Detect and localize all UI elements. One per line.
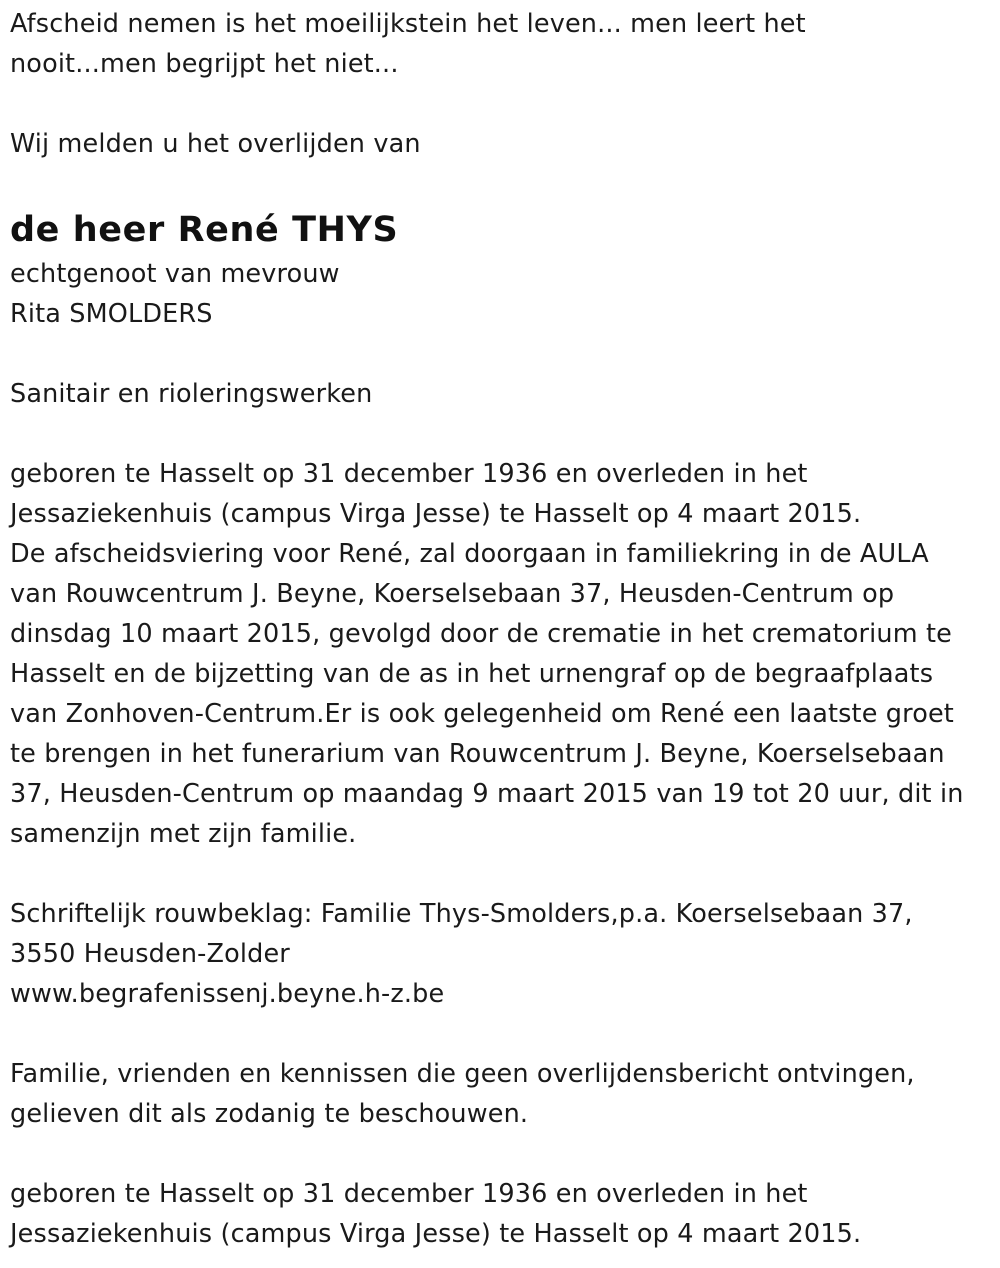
profession-text: Sanitair en rioleringswerken bbox=[10, 379, 373, 409]
website-text: www.begrafenissenj.beyne.h-z.be bbox=[10, 979, 445, 1009]
details-line: geboren te Hasselt op 31 december 1936 en overleden in het bbox=[10, 459, 808, 489]
death-notice bbox=[10, 4, 995, 1254]
details-line: 37, Heusden-Centrum op maandag 9 maart 2015 van 19 tot 20 uur, dit in bbox=[10, 779, 964, 809]
closing-line: Familie, vrienden en kennissen die geen overlijdensbericht ontvingen, bbox=[10, 1059, 915, 1089]
deceased-name: de heer René THYS bbox=[10, 210, 399, 250]
intro-line: nooit...men begrijpt het niet... bbox=[10, 49, 399, 79]
condolence-line: 3550 Heusden-Zolder bbox=[10, 939, 290, 969]
ceremony-details bbox=[10, 454, 995, 854]
details-line: Hasselt en de bijzetting van de as in het urnengraf op de begraafplaats bbox=[10, 659, 934, 689]
condolence-line: Schriftelijk rouwbeklag: Familie Thys-Smolders,p.a. Koerselsebaan 37, bbox=[10, 899, 913, 929]
details-line: van Zonhoven-Centrum.Er is ook gelegenheid om René een laatste groet bbox=[10, 699, 954, 729]
closing-line: gelieven dit als zodanig te beschouwen. bbox=[10, 1099, 529, 1129]
announcement-text: Wij melden u het overlijden van bbox=[10, 129, 421, 159]
intro-text bbox=[10, 4, 995, 84]
spouse-info bbox=[10, 254, 995, 334]
details-line: te brengen in het funerarium van Rouwcentrum J. Beyne, Koerselsebaan bbox=[10, 739, 945, 769]
footer-line: Jessaziekenhuis (campus Virga Jesse) te Hasselt op 4 maart 2015. bbox=[10, 1219, 862, 1249]
spouse-name: Rita SMOLDERS bbox=[10, 299, 213, 329]
details-line: Jessaziekenhuis (campus Virga Jesse) te Hasselt op 4 maart 2015. bbox=[10, 499, 862, 529]
footer-details bbox=[10, 1174, 995, 1254]
spouse-line: echtgenoot van mevrouw bbox=[10, 259, 340, 289]
details-line: De afscheidsviering voor René, zal doorgaan in familiekring in de AULA bbox=[10, 539, 929, 569]
footer-line: geboren te Hasselt op 31 december 1936 en overleden in het bbox=[10, 1179, 808, 1209]
condolence-address bbox=[10, 894, 995, 1014]
details-line: van Rouwcentrum J. Beyne, Koerselsebaan 37, Heusden-Centrum op bbox=[10, 579, 895, 609]
closing-text bbox=[10, 1054, 995, 1134]
details-line: samenzijn met zijn familie. bbox=[10, 819, 357, 849]
intro-line: Afscheid nemen is het moeilijkstein het leven... men leert het bbox=[10, 9, 806, 39]
details-line: dinsdag 10 maart 2015, gevolgd door de crematie in het crematorium te bbox=[10, 619, 952, 649]
